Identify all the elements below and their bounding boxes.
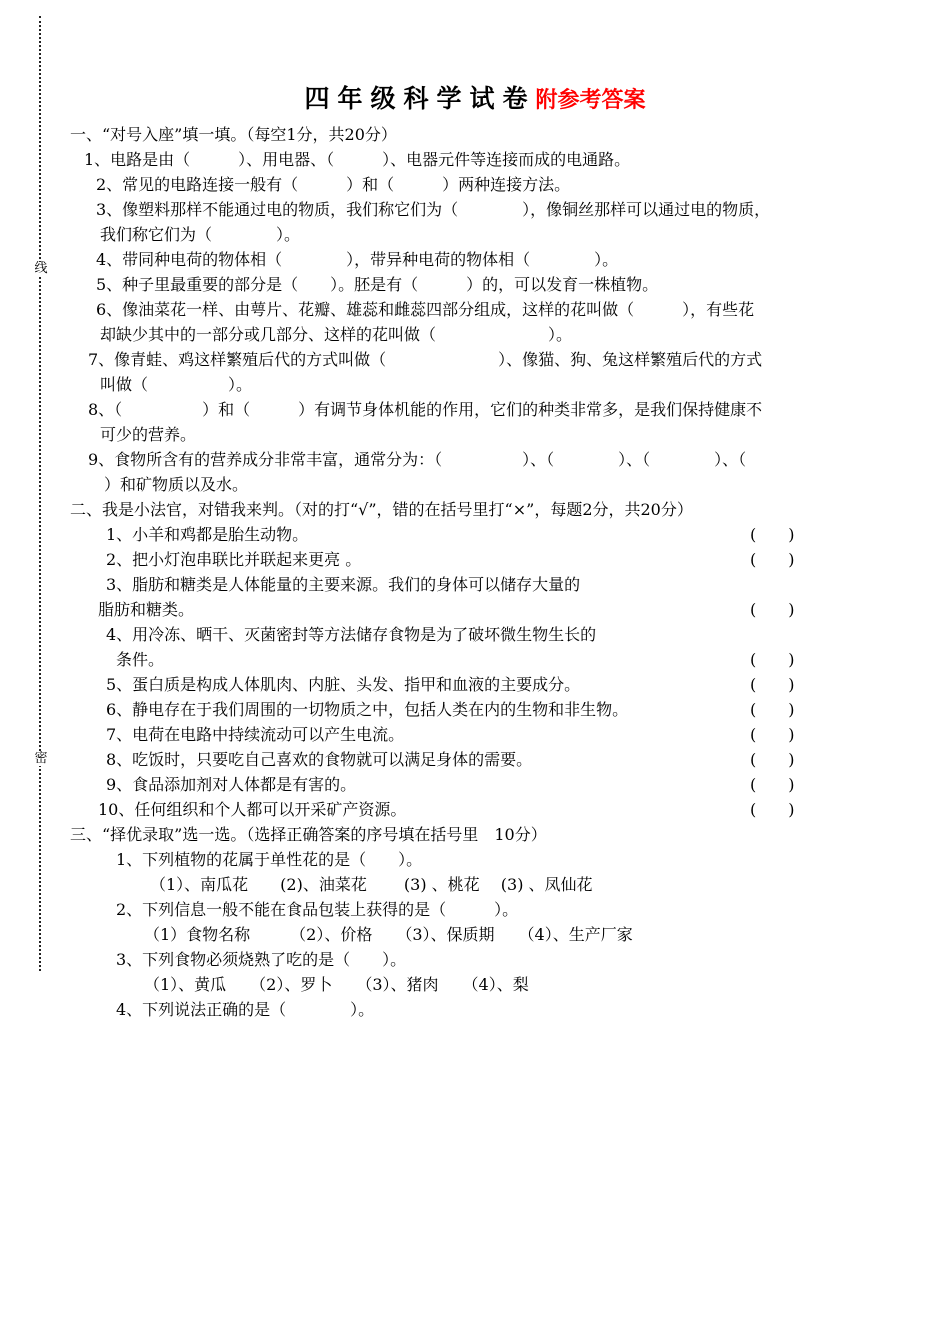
answer-blank[interactable]: ( ) [750, 750, 795, 769]
s1-line: 4、带同种电荷的物体相（ ），带异种电荷的物体相（ ）。 [96, 250, 619, 269]
answer-blank[interactable]: ( ) [750, 600, 795, 619]
s1-line: 2、常见的电路连接一般有（ ）和（ ）两种连接方法。 [96, 175, 571, 194]
s1-line: 1、电路是由（ ）、用电器、（ ）、电器元件等连接而成的电通路。 [84, 150, 631, 169]
s3-options: （1）、南瓜花 (2)、油菜花 (3) 、桃花 (3) 、凤仙花 [150, 875, 593, 894]
s2-question: 6、静电存在于我们周围的一切物质之中，包括人类在内的生物和非生物。 [106, 700, 629, 719]
s1-line: 却缺少其中的一部分或几部分、这样的花叫做（ ）。 [100, 325, 573, 344]
binding-label-bottom: 密 [34, 751, 48, 766]
title-subtitle: 附参考答案 [535, 87, 646, 113]
s3-options: （1）、黄瓜 （2）、罗卜 （3）、猪肉 （4）、梨 [144, 975, 529, 994]
answer-blank[interactable]: ( ) [750, 550, 795, 569]
s3-options: （1）食物名称 （2）、价格 （3）、保质期 （4）、生产厂家 [144, 925, 633, 944]
s1-line: 叫做（ ）。 [100, 375, 253, 394]
binding-dotted-line [39, 16, 41, 971]
s1-line: 3、像塑料那样不能通过电的物质，我们称它们为（ ），像铜丝那样可以通过电的物质， [96, 200, 771, 219]
s3-question: 3、下列食物必须烧熟了吃的是（ ）。 [116, 950, 407, 969]
s1-line: 我们称它们为（ ）。 [100, 225, 301, 244]
answer-blank[interactable]: ( ) [750, 650, 795, 669]
answer-blank[interactable]: ( ) [750, 525, 795, 544]
s1-line: 7、像青蛙、鸡这样繁殖后代的方式叫做（ ）、像猫、狗、兔这样繁殖后代的方式 [88, 350, 763, 369]
answer-blank[interactable]: ( ) [750, 700, 795, 719]
s1-line: 可少的营养。 [100, 425, 197, 444]
s2-question: 5、蛋白质是构成人体肌肉、内脏、头发、指甲和血液的主要成分。 [106, 675, 581, 694]
s1-line: ）和矿物质以及水。 [104, 475, 249, 494]
title-main: 四年级科学试卷 [304, 84, 536, 113]
s2-question: 3、脂肪和糖类是人体能量的主要来源。我们的身体可以储存大量的 [106, 575, 581, 594]
s2-question-cont: 条件。 [116, 650, 165, 669]
answer-blank[interactable]: ( ) [750, 775, 795, 794]
section-1-heading: 一、“对号入座”填一填。（每空1分，共20分） [70, 125, 397, 144]
s1-line: 8、（ ）和（ ）有调节身体机能的作用，它们的种类非常多，是我们保持健康不 [88, 400, 763, 419]
section-3-heading: 三、“择优录取”选一选。（选择正确答案的序号填在括号里 10分） [70, 825, 547, 844]
s2-question: 1、小羊和鸡都是胎生动物。 [106, 525, 309, 544]
s3-question: 4、下列说法正确的是（ ）。 [116, 1000, 375, 1019]
s2-question: 9、食品添加剂对人体都是有害的。 [106, 775, 357, 794]
binding-label-top: 线 [34, 261, 48, 276]
answer-blank[interactable]: ( ) [750, 675, 795, 694]
s2-question: 2、把小灯泡串联比并联起来更亮 。 [106, 550, 362, 569]
s3-question: 2、下列信息一般不能在食品包装上获得的是（ ）。 [116, 900, 519, 919]
s3-question: 1、下列植物的花属于单性花的是（ ）。 [116, 850, 423, 869]
answer-blank[interactable]: ( ) [750, 800, 795, 819]
s2-question: 10、任何组织和个人都可以开采矿产资源。 [98, 800, 407, 819]
answer-blank[interactable]: ( ) [750, 725, 795, 744]
s1-line: 6、像油菜花一样、由萼片、花瓣、雄蕊和雌蕊四部分组成，这样的花叫做（ ），有些花 [96, 300, 755, 319]
s1-line: 9、食物所含有的营养成分非常丰富，通常分为：（ ）、（ ）、（ ）、（ [88, 450, 747, 469]
s2-question-cont: 脂肪和糖类。 [98, 600, 195, 619]
s2-question: 8、吃饭时，只要吃自己喜欢的食物就可以满足身体的需要。 [106, 750, 533, 769]
page-title [0, 82, 950, 117]
s2-question: 4、用冷冻、晒干、灭菌密封等方法储存食物是为了破坏微生物生长的 [106, 625, 597, 644]
s2-question: 7、电荷在电路中持续流动可以产生电流。 [106, 725, 405, 744]
section-2-heading: 二、我是小法官，对错我来判。（对的打“√”，错的在括号里打“×”，每题2分，共20分） [70, 500, 693, 519]
s1-line: 5、种子里最重要的部分是（ ）。胚是有（ ）的，可以发育一株植物。 [96, 275, 659, 294]
